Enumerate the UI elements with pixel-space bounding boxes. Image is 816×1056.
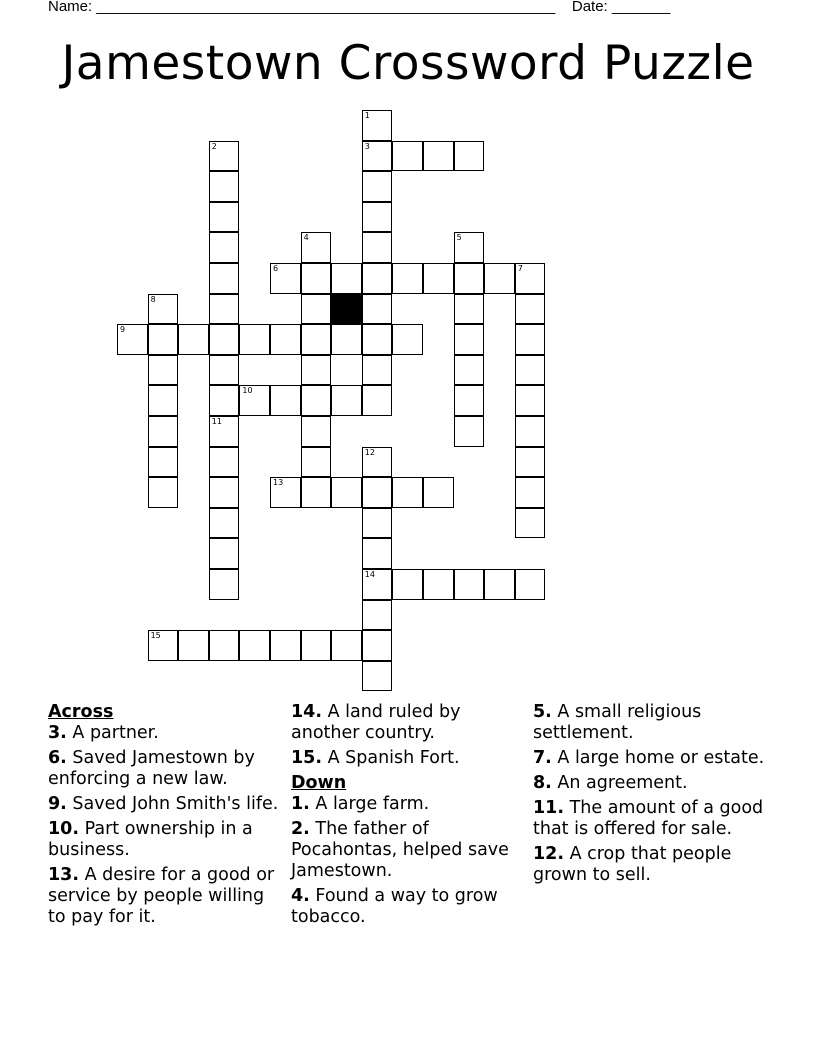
grid-cell[interactable] bbox=[362, 447, 393, 478]
cell-number: 3 bbox=[364, 141, 370, 151]
cell-number: 12 bbox=[364, 447, 375, 457]
grid-cell[interactable] bbox=[148, 477, 179, 508]
grid-cell[interactable] bbox=[148, 630, 179, 661]
grid-cell[interactable] bbox=[209, 508, 240, 539]
cell-number: 8 bbox=[150, 294, 156, 304]
clue-text: A small religious settlement. bbox=[533, 702, 702, 743]
clue-down-2 bbox=[291, 819, 527, 882]
grid-cell[interactable] bbox=[209, 447, 240, 478]
clue-number: 4. bbox=[291, 886, 310, 906]
grid-cell[interactable] bbox=[423, 141, 454, 172]
grid-cell[interactable] bbox=[148, 416, 179, 447]
clue-across-3 bbox=[48, 723, 284, 744]
grid-cell[interactable] bbox=[362, 294, 393, 325]
grid-cell[interactable] bbox=[515, 569, 546, 600]
grid-cell[interactable] bbox=[362, 630, 393, 661]
grid-cell[interactable] bbox=[301, 416, 332, 447]
clue-number: 12. bbox=[533, 844, 565, 864]
grid-cell[interactable] bbox=[362, 355, 393, 386]
clue-text: A Spanish Fort. bbox=[327, 748, 460, 768]
grid-cell[interactable] bbox=[362, 324, 393, 355]
clues-column-2 bbox=[291, 702, 527, 932]
grid-cell[interactable] bbox=[209, 141, 240, 172]
grid-cell[interactable] bbox=[331, 477, 362, 508]
clue-text: The father of Pocahontas, helped save Jamestown. bbox=[291, 819, 509, 881]
date-blank[interactable]: _______ bbox=[611, 0, 671, 15]
clue-down-4 bbox=[291, 886, 527, 928]
clue-down-5 bbox=[533, 702, 769, 744]
grid-cell[interactable] bbox=[209, 263, 240, 294]
clue-number: 2. bbox=[291, 819, 310, 839]
clue-across-13 bbox=[48, 865, 284, 928]
grid-cell[interactable] bbox=[209, 324, 240, 355]
grid-cell[interactable] bbox=[209, 385, 240, 416]
clue-across-15 bbox=[291, 748, 527, 769]
clue-across-9 bbox=[48, 794, 284, 815]
grid-cell[interactable] bbox=[331, 385, 362, 416]
grid-cell[interactable] bbox=[515, 324, 546, 355]
clue-down-12 bbox=[533, 844, 769, 886]
cell-number: 11 bbox=[211, 417, 222, 426]
clue-across-14 bbox=[291, 702, 527, 744]
grid-cell[interactable] bbox=[362, 538, 393, 569]
grid-cell[interactable] bbox=[301, 232, 332, 263]
grid-cell[interactable] bbox=[362, 263, 393, 294]
page-title: Jamestown Crossword Puzzle bbox=[61, 36, 755, 91]
grid-cell[interactable] bbox=[362, 202, 393, 233]
cell-number: 6 bbox=[273, 264, 279, 273]
clue-number: 9. bbox=[48, 794, 67, 814]
grid-cell[interactable] bbox=[270, 477, 301, 508]
clue-number: 15. bbox=[291, 748, 323, 768]
grid-cell[interactable] bbox=[392, 141, 423, 172]
grid-cell[interactable] bbox=[454, 385, 485, 416]
grid-cell[interactable] bbox=[270, 630, 301, 661]
cell-number: 5 bbox=[456, 233, 462, 243]
grid-cell[interactable] bbox=[515, 508, 546, 539]
grid-cell[interactable] bbox=[515, 416, 546, 447]
clues-column-1 bbox=[48, 702, 284, 932]
clue-down-8 bbox=[533, 773, 769, 794]
cell-number: 2 bbox=[211, 141, 217, 151]
clue-text: Saved John Smith's life. bbox=[72, 794, 279, 814]
grid-cell[interactable] bbox=[423, 263, 454, 294]
grid-cell[interactable] bbox=[301, 477, 332, 508]
grid-cell[interactable] bbox=[454, 294, 485, 325]
clue-down-7 bbox=[533, 748, 769, 769]
grid-cell[interactable] bbox=[239, 385, 270, 416]
grid-cell[interactable] bbox=[209, 355, 240, 386]
grid-cell[interactable] bbox=[270, 263, 301, 294]
grid-cell[interactable] bbox=[515, 385, 546, 416]
cell-number: 15 bbox=[150, 631, 161, 641]
cell-number: 1 bbox=[364, 111, 370, 120]
grid-cell[interactable] bbox=[301, 385, 332, 416]
grid-cell[interactable] bbox=[148, 385, 179, 416]
clue-text: Part ownership in a business. bbox=[48, 819, 253, 860]
clue-text: A large home or estate. bbox=[557, 748, 765, 768]
grid-cell[interactable] bbox=[362, 661, 393, 692]
grid-cell[interactable] bbox=[239, 630, 270, 661]
grid-cell[interactable] bbox=[515, 477, 546, 508]
grid-cell[interactable] bbox=[270, 324, 301, 355]
grid-cell[interactable] bbox=[362, 600, 393, 631]
cell-number: 10 bbox=[242, 386, 253, 396]
cell-number: 7 bbox=[517, 264, 523, 273]
across-heading: Across bbox=[48, 702, 114, 722]
grid-cell[interactable] bbox=[454, 355, 485, 386]
grid-cell[interactable] bbox=[301, 324, 332, 355]
grid-cell[interactable] bbox=[362, 477, 393, 508]
clue-across-10 bbox=[48, 819, 284, 861]
clue-text: A crop that people grown to sell. bbox=[533, 844, 732, 885]
grid-cell[interactable] bbox=[209, 294, 240, 325]
grid-cell[interactable] bbox=[454, 141, 485, 172]
grid-cell[interactable] bbox=[362, 171, 393, 202]
grid-cell[interactable] bbox=[209, 477, 240, 508]
clue-text: A desire for a good or service by people willing to pay for it. bbox=[48, 865, 275, 927]
clue-down-11 bbox=[533, 798, 769, 840]
grid-cell[interactable] bbox=[362, 110, 393, 141]
cell-number: 14 bbox=[364, 570, 375, 579]
clue-text: Saved Jamestown by enforcing a new law. bbox=[48, 748, 255, 789]
grid-cell[interactable] bbox=[423, 477, 454, 508]
name-label: Name: bbox=[48, 0, 97, 15]
grid-cell[interactable] bbox=[270, 385, 301, 416]
grid-cell[interactable] bbox=[362, 232, 393, 263]
clue-number: 13. bbox=[48, 865, 80, 885]
clue-number: 10. bbox=[48, 819, 80, 839]
clue-number: 5. bbox=[533, 702, 552, 722]
clues-column-3 bbox=[533, 702, 769, 890]
grid-cell[interactable] bbox=[362, 508, 393, 539]
grid-cell[interactable] bbox=[392, 324, 423, 355]
grid-cell[interactable] bbox=[454, 416, 485, 447]
grid-cell[interactable] bbox=[209, 569, 240, 600]
name-blank[interactable]: _______________________________________________________ bbox=[96, 0, 556, 15]
grid-cell[interactable] bbox=[515, 355, 546, 386]
grid-cell[interactable] bbox=[392, 263, 423, 294]
clue-number: 7. bbox=[533, 748, 552, 768]
cell-number: 4 bbox=[303, 233, 309, 243]
grid-cell[interactable] bbox=[148, 355, 179, 386]
grid-cell[interactable] bbox=[209, 171, 240, 202]
grid-cell[interactable] bbox=[301, 630, 332, 661]
clue-text: Found a way to grow tobacco. bbox=[291, 886, 498, 927]
grid-cell[interactable] bbox=[484, 569, 515, 600]
grid-cell[interactable] bbox=[209, 538, 240, 569]
down-heading: Down bbox=[291, 773, 347, 793]
clue-text: A land ruled by another country. bbox=[291, 702, 461, 743]
grid-cell[interactable] bbox=[209, 416, 240, 447]
grid-cell[interactable] bbox=[484, 263, 515, 294]
clue-number: 14. bbox=[291, 702, 323, 722]
grid-cell[interactable] bbox=[301, 355, 332, 386]
grid-cell[interactable] bbox=[423, 569, 454, 600]
grid-cell[interactable] bbox=[331, 324, 362, 355]
date-label: Date: bbox=[571, 0, 612, 15]
grid-cell[interactable] bbox=[209, 630, 240, 661]
grid-cell[interactable] bbox=[454, 263, 485, 294]
clue-across-6 bbox=[48, 748, 284, 790]
grid-cell[interactable] bbox=[148, 324, 179, 355]
grid-cell[interactable] bbox=[515, 263, 546, 294]
clue-text: An agreement. bbox=[557, 773, 688, 793]
grid-cell[interactable] bbox=[362, 569, 393, 600]
grid-cell[interactable] bbox=[515, 447, 546, 478]
grid-cell[interactable] bbox=[331, 630, 362, 661]
cell-number: 9 bbox=[120, 325, 126, 335]
grid-cell[interactable] bbox=[301, 263, 332, 294]
grid-cell[interactable] bbox=[454, 324, 485, 355]
grid-cell[interactable] bbox=[209, 232, 240, 263]
grid-cell[interactable] bbox=[515, 294, 546, 325]
grid-cell[interactable] bbox=[148, 294, 179, 325]
grid-cell[interactable] bbox=[331, 263, 362, 294]
grid-cell[interactable] bbox=[148, 447, 179, 478]
grid-cell[interactable] bbox=[117, 324, 148, 355]
grid-cell[interactable] bbox=[362, 141, 393, 172]
clue-number: 1. bbox=[291, 794, 310, 814]
black-square bbox=[331, 294, 362, 325]
grid-cell[interactable] bbox=[209, 202, 240, 233]
clue-number: 11. bbox=[533, 798, 565, 818]
grid-cell[interactable] bbox=[178, 324, 209, 355]
clue-number: 6. bbox=[48, 748, 67, 768]
grid-cell[interactable] bbox=[454, 232, 485, 263]
clue-number: 3. bbox=[48, 723, 67, 743]
grid-cell[interactable] bbox=[392, 477, 423, 508]
grid-cell[interactable] bbox=[362, 385, 393, 416]
grid-cell[interactable] bbox=[454, 569, 485, 600]
clue-down-1 bbox=[291, 794, 527, 815]
clue-number: 8. bbox=[533, 773, 552, 793]
grid-cell[interactable] bbox=[392, 569, 423, 600]
grid-cell[interactable] bbox=[301, 447, 332, 478]
clue-text: The amount of a good that is offered for sale. bbox=[533, 798, 764, 839]
clue-text: A large farm. bbox=[315, 794, 430, 814]
cell-number: 13 bbox=[273, 478, 284, 488]
grid-cell[interactable] bbox=[239, 324, 270, 355]
clue-text: A partner. bbox=[72, 723, 159, 743]
grid-cell[interactable] bbox=[301, 294, 332, 325]
grid-cell[interactable] bbox=[178, 630, 209, 661]
